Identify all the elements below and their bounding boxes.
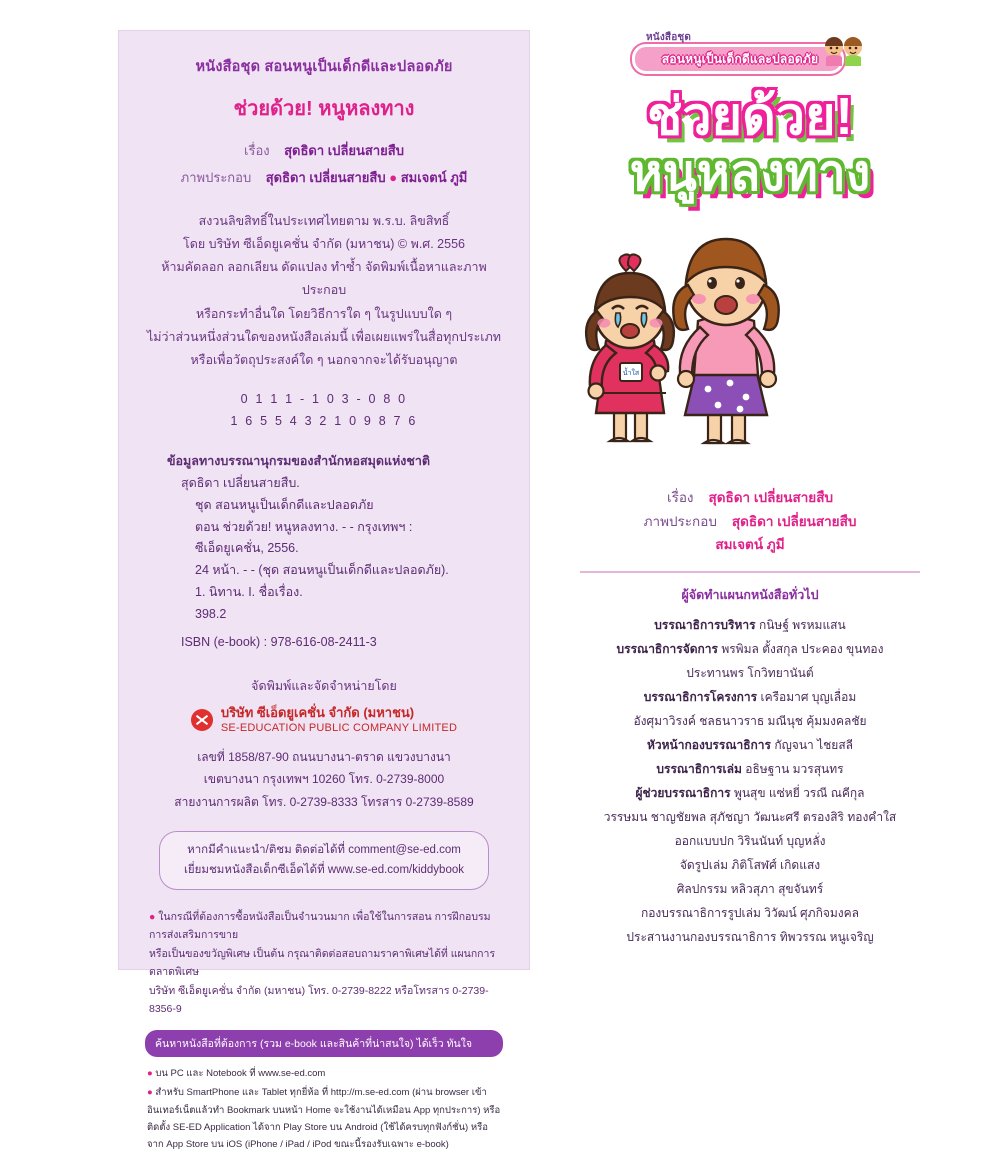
address-line: เขตบางนา กรุงเทพฯ 10260 โทร. 0-2739-8000 <box>203 772 445 787</box>
cover-illustration <box>540 213 840 463</box>
device-availability-list <box>145 1065 503 1152</box>
staff-row <box>540 877 960 901</box>
staff-names: จัดรูปเล่ม ภิติโสฬศ์ เกิดแสง <box>679 857 821 872</box>
contact-website-line[interactable]: เยี่ยมชมหนังสือเด็กซีเอ็ดได้ที่ www.se-ed.com/kiddybook <box>184 864 464 877</box>
badge-kids-icon <box>820 34 866 68</box>
staff-names: พรพิมล ตั้งสกุล ประคอง ขุนทอง <box>721 641 884 656</box>
cip-line: 24 หน้า. - - (ชุด สอนหนูเป็นเด็กดีและปลอดภัย). <box>195 563 449 578</box>
credit-illustrator <box>145 167 503 188</box>
staff-row <box>540 805 960 829</box>
credit-author <box>145 140 503 161</box>
cover-credit-illustrator <box>540 510 960 534</box>
staff-role: บรรณาธิการโครงการ <box>643 689 758 704</box>
cover-credit-illustrator-2 <box>540 533 960 557</box>
publisher-name-th: บริษัท ซีเอ็ดยูเคชั่น จำกัด (มหาชน) <box>220 704 415 720</box>
staff-names: เครือมาศ บุญเลื่อม <box>760 689 857 704</box>
publisher-heading: จัดพิมพ์และจัดจำหน่ายโดย <box>251 678 397 693</box>
device-line-text: บน PC และ Notebook ที่ www.se-ed.com <box>155 1068 326 1080</box>
credit-illustrator-name-1: สุดธิดา เปลี่ยนสายสืบ <box>265 170 386 185</box>
staff-role: บรรณาธิการบริหาร <box>654 617 756 632</box>
legal-line: ไม่ว่าส่วนหนึ่งส่วนใดของหนังสือเล่มนี้ เพื่อเผยแพร่ในสื่อทุกประเภท <box>146 329 502 344</box>
staff-names: ประสานงานกองบรรณาธิการ ทิพวรรณ หนูเจริญ <box>626 929 874 944</box>
staff-names: ศิลปกรรม หลิวสุภา สุขจันทร์ <box>676 881 824 896</box>
staff-row <box>540 709 960 733</box>
series-badge-line2: สอนหนูเป็นเด็กดีและปลอดภัย <box>661 52 819 66</box>
cover-credit-illustrator-name: สุดธิดา เปลี่ยนสายสืบ <box>731 513 857 529</box>
credit-author-label: เรื่อง <box>244 143 270 158</box>
se-ed-logo-icon <box>191 709 213 731</box>
credit-author-name: สุดธิดา เปลี่ยนสายสืบ <box>284 143 404 158</box>
device-line-mobile <box>147 1084 501 1152</box>
cover-title-line1: ช่วยด้วย! <box>647 88 853 146</box>
staff-names: อังศุมาวิรงค์ ชลธนาวราธ มณีนุช คุ้มมงคลชัย <box>633 713 867 728</box>
staff-row <box>540 901 960 925</box>
staff-role: ผู้ช่วยบรรณาธิการ <box>635 785 731 800</box>
bulk-order-notice <box>145 908 503 1018</box>
cover-credit-illustrator-name-2: สมเจตน์ ภูมี <box>715 537 785 553</box>
contact-box <box>159 831 489 890</box>
cover-credits <box>540 486 960 557</box>
notice-line: หรือเป็นของขวัญพิเศษ เป็นต้น กรุณาติดต่อสอบถามราคาพิเศษได้ที่ แผนกการตลาดพิเศษ <box>149 947 496 979</box>
legal-notice <box>145 210 503 372</box>
code-line: 0 1 1 1 - 1 0 3 - 0 8 0 <box>240 391 408 406</box>
staff-title: ผู้จัดทำแผนกหนังสือทั่วไป <box>681 587 819 602</box>
address-line: เลขที่ 1858/87-90 ถนนบางนา-ตราด แขวงบางนา <box>197 750 451 765</box>
cover-credit-author-name: สุดธิดา เปลี่ยนสายสืบ <box>708 490 834 506</box>
staff-row <box>540 853 960 877</box>
cip-line: สุดธิดา เปลี่ยนสายสืบ. <box>181 475 300 490</box>
copyright-page <box>118 30 530 1150</box>
publisher-name-en: SE-EDUCATION PUBLIC COMPANY LIMITED <box>220 722 458 735</box>
cip-heading: ข้อมูลทางบรรณานุกรมของสำนักหอสมุดแห่งชาติ <box>167 453 431 468</box>
cip-line: 398.2 <box>195 607 227 621</box>
notice-line: ในกรณีที่ต้องการซื้อหนังสือเป็นจำนวนมาก เพื่อใช้ในการสอน การฝึกอบรม การส่งเสริมการขาย <box>149 911 491 942</box>
legal-line: หรือกระทำอื่นใด โดยวิธีการใด ๆ ในรูปแบบใด ๆ <box>195 306 453 321</box>
bullet-icon: ● <box>147 1087 153 1099</box>
device-line-text: สำหรับ SmartPhone และ Tablet ทุกยี่ห้อ ที่ http://m.se-ed.com (ผ่าน browser เข้าอินเทอร์เน็ตแล้วทำ Bookmark บนหน้า Home จะใช้งานได้เหมือน App ทุกประการ) หรือติดตั้ง SE-ED Application ได้จาก Play Store บน Android (ใช้ได้ครบทุกฟังก์ชั่น) หรือจาก App Store บน iOS (iPhone / iPad / iPod ขณะนี้รองรับเฉพาะ e-book) <box>147 1087 501 1150</box>
staff-names: กองบรรณาธิการรูปเล่ม วิวัฒน์ ศุภกิจมงคล <box>640 905 860 920</box>
code-line: 1 6 5 5 4 3 2 1 0 9 8 7 6 <box>230 414 418 429</box>
staff-names: ประทานพร โกวิทยานันต์ <box>686 665 814 680</box>
staff-row <box>540 685 960 709</box>
contact-email-line[interactable]: หากมีคำแนะนำ/ติชม ติดต่อได้ที่ comment@se-ed.com <box>187 843 461 856</box>
legal-line: โดย บริษัท ซีเอ็ดยูเคชั่น จำกัด (มหาชน) © พ.ศ. 2556 <box>183 237 465 252</box>
staff-row <box>540 781 960 805</box>
series-badge-line1: หนังสือชุด <box>646 32 692 43</box>
bullet-icon: ● <box>149 911 156 924</box>
staff-names: วรรษมน ชาญชัยพล สุภัชญา วัฒนะศรี ตรองสิริ ทองคำใส <box>603 809 897 824</box>
publisher-block <box>145 704 503 736</box>
legal-line: ห้ามคัดลอก ลอกเลียน ดัดแปลง ทำซ้ำ จัดพิมพ์เนื้อหาและภาพประกอบ <box>161 260 487 298</box>
staff-row <box>540 829 960 853</box>
publisher-address <box>145 746 503 813</box>
credit-illustrator-label: ภาพประกอบ <box>180 170 252 185</box>
cip-block <box>145 451 503 654</box>
cover-title-line2: หนูหลงทาง <box>629 144 871 201</box>
svg-text:น้ำใส: น้ำใส <box>622 369 640 378</box>
legal-line: สงวนลิขสิทธิ์ในประเทศไทยตาม พ.ร.บ. ลิขสิทธิ์ <box>198 214 450 228</box>
staff-names: กนิษฐ์ พรหมแสน <box>758 617 846 632</box>
device-line-pc <box>147 1065 501 1082</box>
staff-names: อธิษฐาน มวรสุนทร <box>745 761 844 776</box>
cover-title <box>540 90 960 199</box>
cip-line: ซีเอ็ดยูเคชั่น, 2556. <box>195 541 299 556</box>
staff-row <box>540 661 960 685</box>
cover-credit-author <box>540 486 960 510</box>
staff-list <box>540 613 960 949</box>
staff-row <box>540 613 960 637</box>
staff-names: ออกแบบปก วิรินนันท์ บุญหลั่ง <box>674 833 826 848</box>
staff-names: กัญจนา ไชยสลี <box>774 737 853 752</box>
notice-line: บริษัท ซีเอ็ดยูเคชั่น จำกัด (มหาชน) โทร. 0-2739-8222 หรือโทรสาร 0-2739-8356-9 <box>149 984 489 1015</box>
search-promo-bar[interactable]: ค้นหาหนังสือที่ต้องการ (รวม e-book และสินค้าที่น่าสนใจ) ได้เร็ว ทันใจ <box>145 1030 503 1057</box>
cip-line: ชุด สอนหนูเป็นเด็กดีและปลอดภัย <box>195 497 374 512</box>
staff-role: บรรณาธิการจัดการ <box>616 641 718 656</box>
staff-role: หัวหน้ากองบรรณาธิการ <box>646 737 771 752</box>
staff-row <box>540 733 960 757</box>
bullet-icon: ● <box>147 1068 153 1080</box>
address-line: สายงานการผลิต โทร. 0-2739-8333 โทรสาร 0-2739-8589 <box>174 794 474 809</box>
book-title: ช่วยด้วย! หนูหลงทาง <box>233 98 415 120</box>
cip-line: 1. นิทาน. I. ชื่อเรื่อง. <box>195 585 303 600</box>
series-badge <box>632 34 868 78</box>
cover-credit-illustrator-label: ภาพประกอบ <box>643 513 717 529</box>
staff-row <box>540 637 960 661</box>
cover-credit-author-label: เรื่อง <box>666 490 694 506</box>
illustration-girl-tall <box>673 239 778 443</box>
staff-role: บรรณาธิการเล่ม <box>656 761 742 776</box>
credit-separator-dot: ● <box>389 170 398 185</box>
cover-page <box>540 30 960 970</box>
catalog-codes <box>145 388 503 433</box>
divider <box>580 571 920 573</box>
staff-row <box>540 757 960 781</box>
credit-illustrator-name-2: สมเจตน์ ภูมี <box>400 170 468 185</box>
cip-line: ตอน ช่วยด้วย! หนูหลงทาง. - - กรุงเทพฯ : <box>195 519 413 534</box>
staff-names: พูนสุข แซ่หยี่ วรณี ณคีกุล <box>733 785 865 800</box>
staff-row <box>540 925 960 949</box>
illustration-girl-small <box>586 255 674 442</box>
legal-line: หรือเพื่อวัตถุประสงค์ใด ๆ นอกจากจะได้รับอนุญาต <box>190 352 458 367</box>
series-line: หนังสือชุด สอนหนูเป็นเด็กดีและปลอดภัย <box>195 59 453 75</box>
isbn-line: ISBN (e-book) : 978-616-08-2411-3 <box>181 634 377 649</box>
